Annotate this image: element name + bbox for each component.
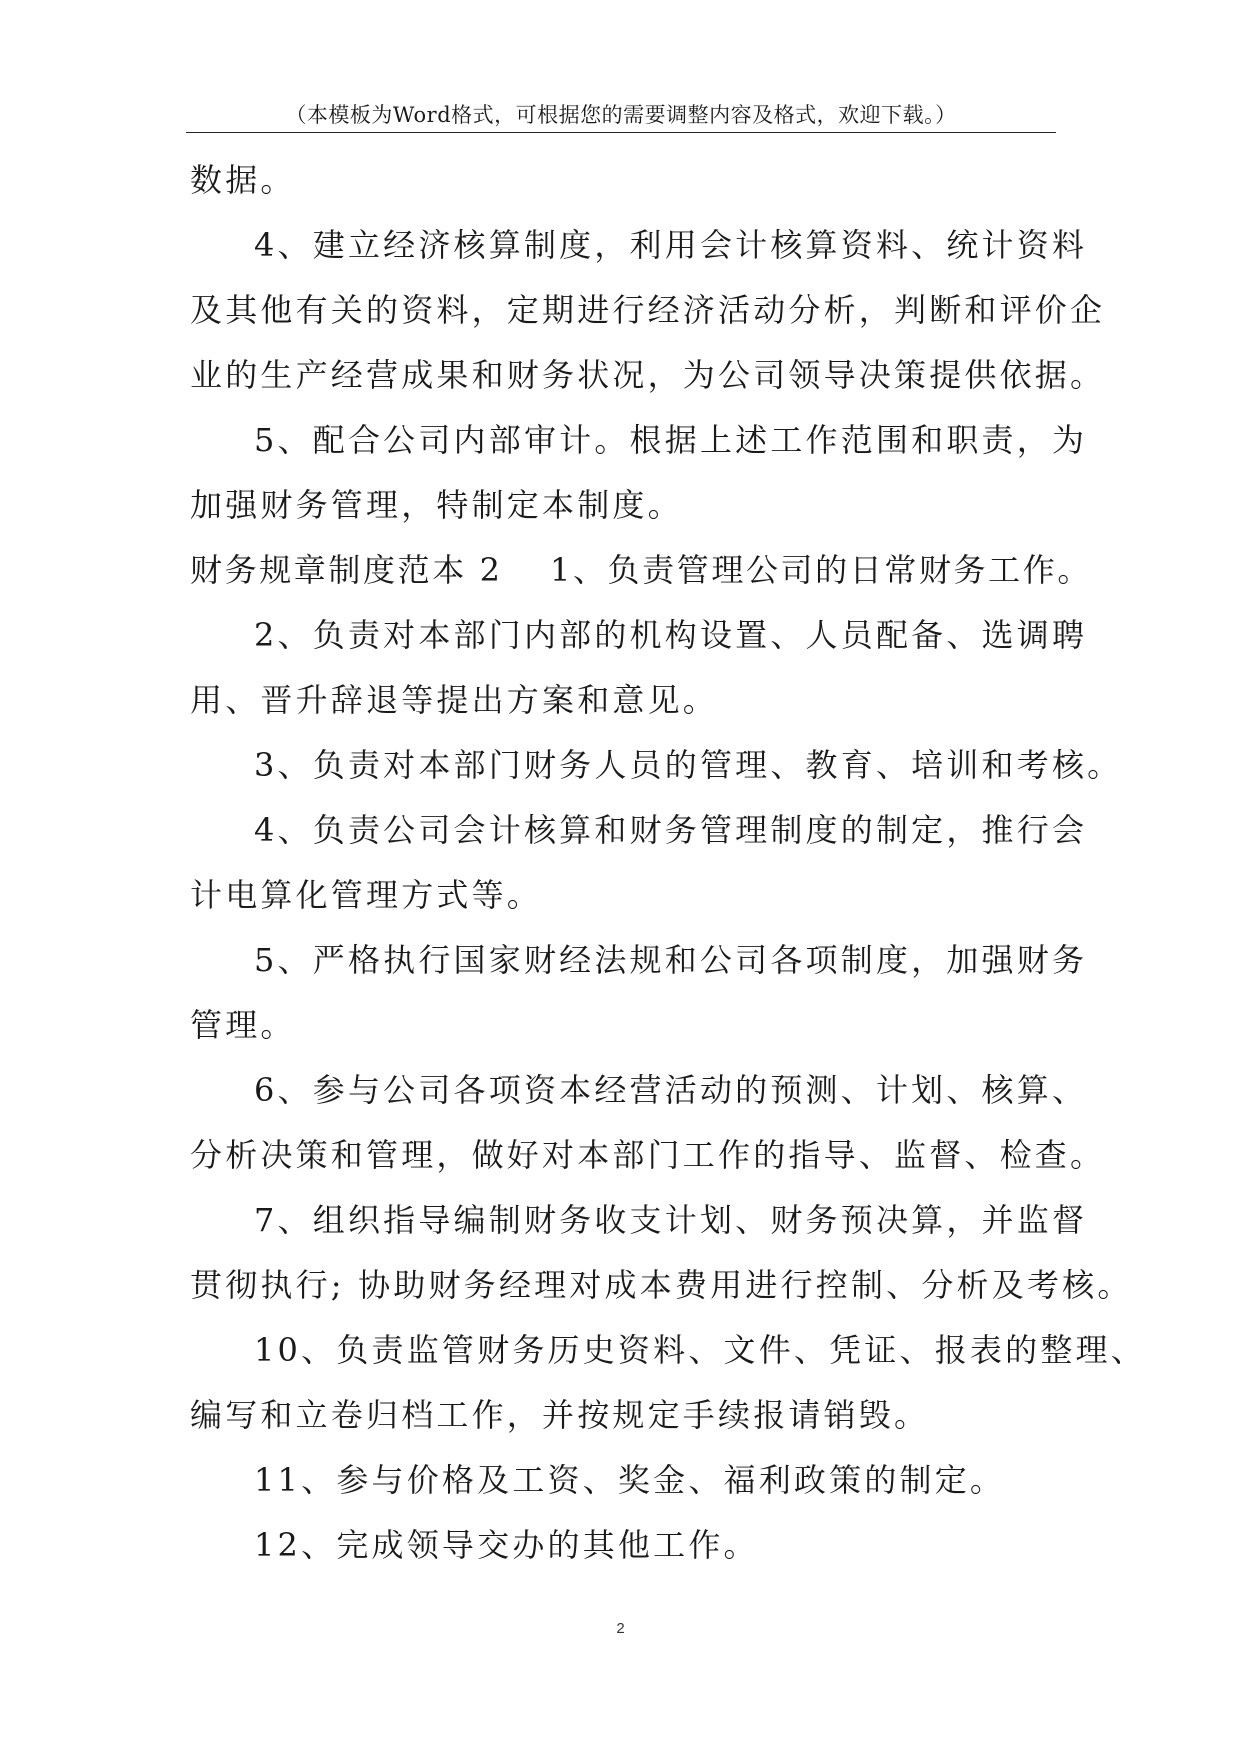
paragraph-line: 编写和立卷归档工作，并按规定手续报请销毁。 [190, 1396, 930, 1434]
section-heading-line [190, 538, 1092, 603]
paragraph-line: 4、建立经济核算制度，利用会计核算资料、统计资料 [254, 226, 1088, 264]
paragraph-line: 计电算化管理方式等。 [190, 876, 543, 914]
paragraph-line: 用、晋升辞退等提出方案和意见。 [190, 681, 719, 719]
paragraph-line: 6、参与公司各项资本经营活动的预测、计划、核算、 [254, 1071, 1088, 1109]
paragraph-line: 7、组织指导编制财务收支计划、财务预决算，并监督 [254, 1201, 1088, 1239]
paragraph-line: 5、配合公司内部审计。根据上述工作范围和职责，为 [254, 421, 1088, 459]
paragraph-line: 管理。 [190, 1006, 296, 1044]
paragraph-line: 1、负责管理公司的日常财务工作。 [550, 551, 1092, 589]
document-body [190, 148, 1146, 1578]
paragraph-line: 贯彻执行; 协助财务经理对成本费用进行控制、分析及考核。 [190, 1266, 1133, 1304]
paragraph-line: 业的生产经营成果和财务状况，为公司领导决策提供依据。 [190, 356, 1106, 394]
paragraph-line: 11、参与价格及工资、奖金、福利政策的制定。 [254, 1461, 1006, 1499]
paragraph-line: 及其他有关的资料，定期进行经济活动分析，判断和评价企 [190, 291, 1106, 329]
page-number: 2 [616, 1620, 625, 1637]
paragraph-line: 数据。 [190, 161, 296, 199]
paragraph-line: 分析决策和管理，做好对本部门工作的指导、监督、检查。 [190, 1136, 1106, 1174]
section-title: 财务规章制度范本 2 [190, 551, 503, 589]
paragraph-line: 10、负责监管财务历史资料、文件、凭证、报表的整理、 [254, 1331, 1146, 1369]
paragraph-line: 2、负责对本部门内部的机构设置、人员配备、选调聘 [254, 616, 1088, 654]
page-header-note: （本模板为Word格式，可根据您的需要调整内容及格式，欢迎下载。） [186, 100, 1056, 133]
paragraph-line: 5、严格执行国家财经法规和公司各项制度，加强财务 [254, 941, 1088, 979]
paragraph-line: 3、负责对本部门财务人员的管理、教育、培训和考核。 [254, 746, 1123, 784]
paragraph-line: 加强财务管理，特制定本制度。 [190, 486, 683, 524]
paragraph-line: 12、完成领导交办的其他工作。 [254, 1526, 759, 1564]
paragraph-line: 4、负责公司会计核算和财务管理制度的制定，推行会 [254, 811, 1088, 849]
